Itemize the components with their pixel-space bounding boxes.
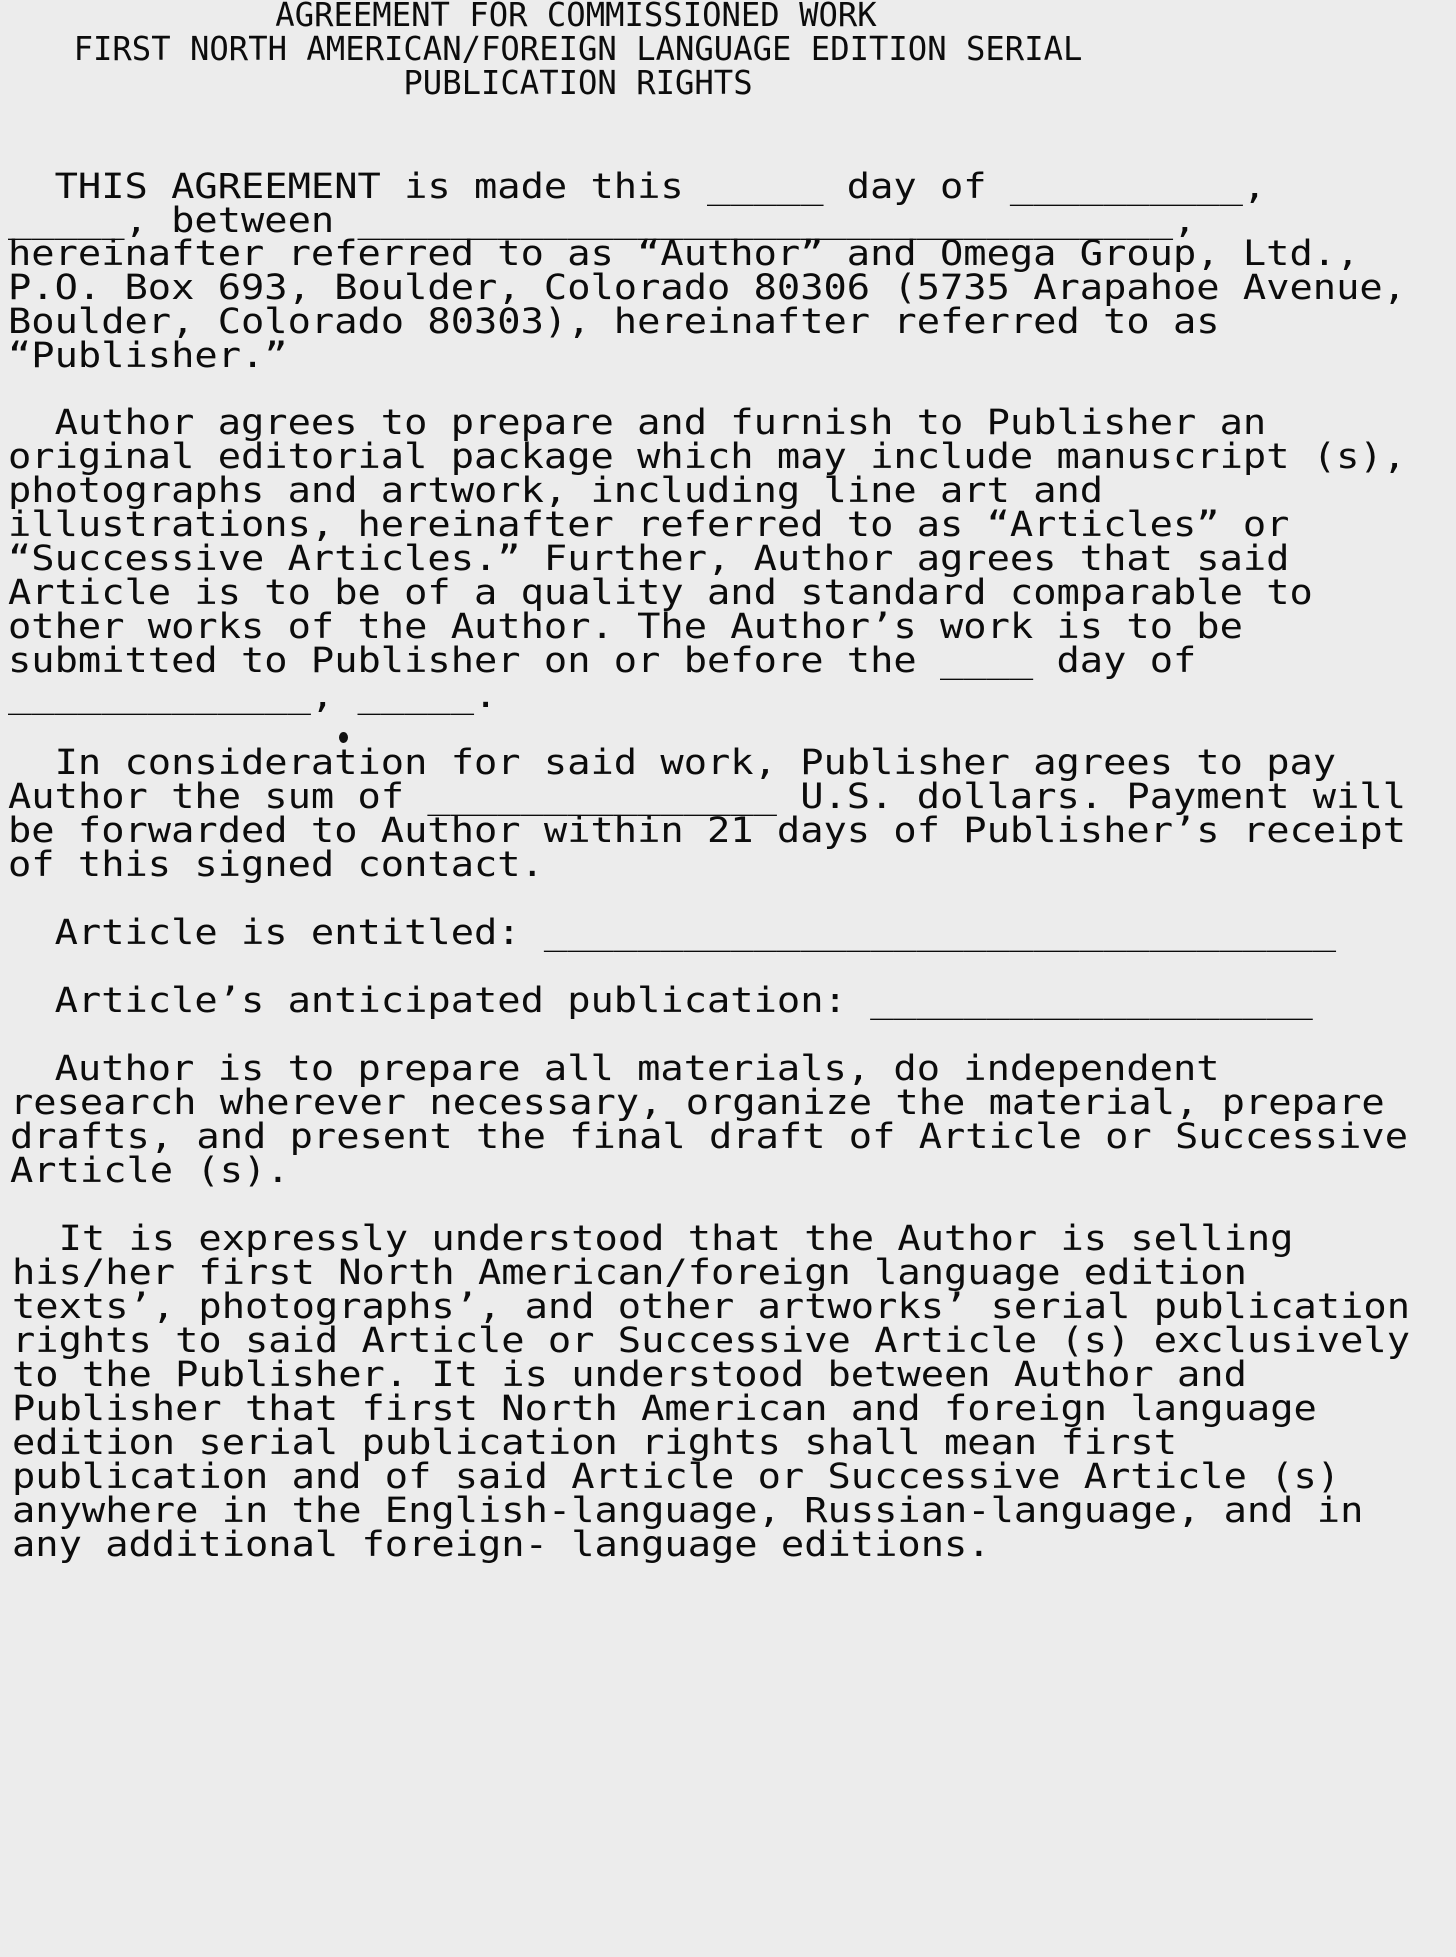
body-line: original editorial package which may include manuscript (s), xyxy=(8,437,1406,477)
body-line: _____________, _____. xyxy=(8,676,498,716)
body-line: Article is to be of a quality and standard comparable to xyxy=(8,573,1313,613)
body-line: Article (s). xyxy=(10,1151,290,1191)
body-line: Author is to prepare all materials, do independent xyxy=(8,1049,1220,1089)
body-line: research wherever necessary, organize the material, prepare xyxy=(10,1083,1385,1123)
body-line: photographs and artwork, including line art and xyxy=(8,471,1104,511)
title-line: FIRST NORTH AMERICAN/FOREIGN LANGUAGE EDITION SERIAL xyxy=(73,29,1083,68)
title-line: AGREEMENT FOR COMMISSIONED WORK xyxy=(275,0,877,34)
body-line: hereinafter referred to as “Author” and Omega Group, Ltd., xyxy=(8,234,1360,274)
body-line: Author agrees to prepare and furnish to Publisher an xyxy=(8,403,1267,443)
body-line: publication and of said Article or Successive Article (s) xyxy=(12,1457,1341,1497)
body-line: Publisher that first North American and foreign language xyxy=(12,1389,1317,1429)
body-line: any additional foreign- language editions. xyxy=(12,1525,991,1565)
body-line: It is expressly understood that the Author is selling xyxy=(12,1219,1294,1259)
ink-speck xyxy=(339,732,348,743)
body-line: THIS AGREEMENT is made this _____ day of __________, xyxy=(8,167,1267,207)
body-line: submitted to Publisher on or before the ____ day of xyxy=(8,641,1197,681)
body-line: other works of the Author. The Author’s work is to be xyxy=(8,607,1243,647)
body-line: to the Publisher. It is understood between Author and xyxy=(12,1355,1247,1395)
title-line: PUBLICATION RIGHTS xyxy=(403,63,753,102)
body-line: P.O. Box 693, Boulder, Colorado 80306 (5735 Arapahoe Avenue, xyxy=(8,268,1406,308)
body-line: Author the sum of _______________ U.S. dollars. Payment will xyxy=(8,777,1406,817)
body-line: texts’, photographs’, and other artworks’ serial publication xyxy=(12,1287,1410,1327)
body-line: edition serial publication rights shall mean first xyxy=(12,1423,1177,1463)
body-line: Article’s anticipated publication: ___________________ xyxy=(8,981,1313,1021)
body-line: his/her first North American/foreign language edition xyxy=(12,1253,1247,1293)
body-line: _____, between ___________________________________, xyxy=(8,201,1197,241)
body-line: Boulder, Colorado 80303), hereinafter referred to as xyxy=(8,302,1220,342)
body-line: In consideration for said work, Publisher agrees to pay xyxy=(8,743,1337,783)
body-line: anywhere in the English-language, Russian-language, and in xyxy=(12,1491,1364,1531)
body-line: of this signed contact. xyxy=(8,845,544,885)
body-line: be forwarded to Author within 21 days of Publisher’s receipt xyxy=(8,811,1406,851)
body-line: “Publisher.” xyxy=(8,336,288,376)
body-line: Article is entitled: __________________________________ xyxy=(8,913,1337,953)
body-line: rights to said Article or Successive Article (s) exclusively xyxy=(12,1321,1410,1361)
body-line: drafts, and present the final draft of Article or Successive xyxy=(10,1117,1408,1157)
body-line: “Successive Articles.” Further, Author agrees that said xyxy=(8,539,1290,579)
body-line: illustrations, hereinafter referred to as “Articles” or xyxy=(8,505,1290,545)
